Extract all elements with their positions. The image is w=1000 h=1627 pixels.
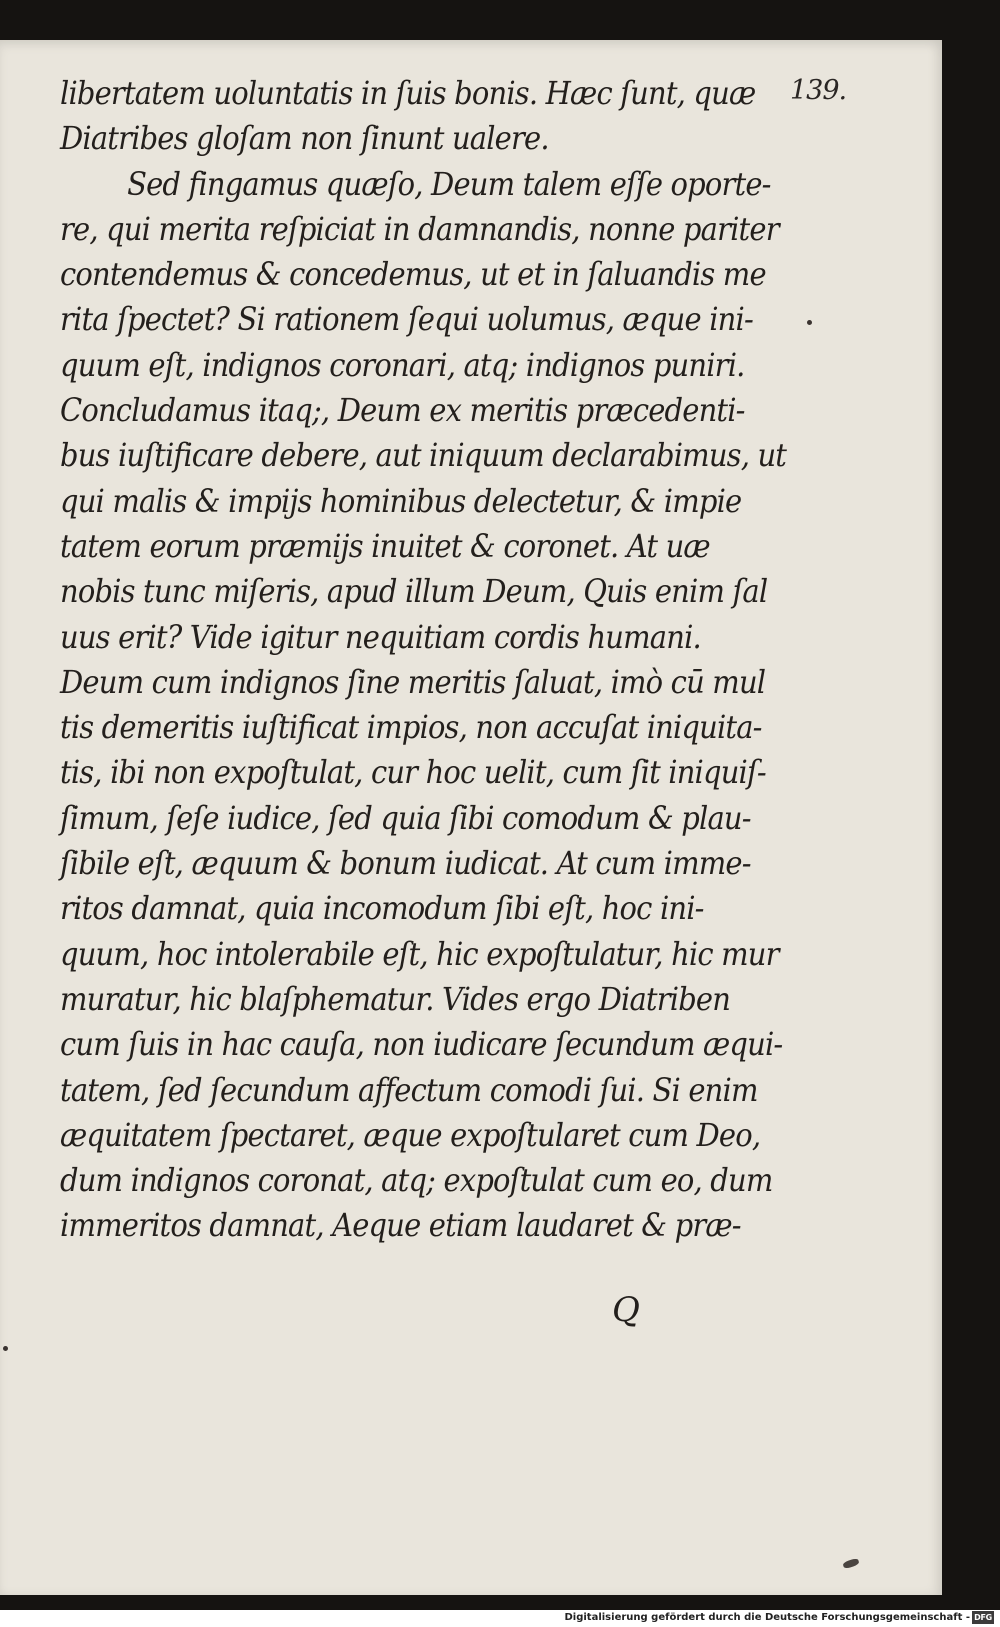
text-line: Concludamus itaq;, Deum ex meritis præcedenti- xyxy=(60,393,745,430)
text-line: qui malis & impijs hominibus delectetur, & impie xyxy=(60,483,742,520)
page-text-block xyxy=(60,72,787,1250)
text-line: quum, hoc intolerabile eſt, hic expoſtulatur, hic mur xyxy=(60,936,779,973)
text-line: æquitatem ſpectaret, æque expoſtularet cum Deo, xyxy=(60,1117,761,1154)
text-line: ritos damnat, quia incomodum ſibi eſt, hoc ini- xyxy=(60,891,704,928)
text-line: tatem, ſed ſecundum affectum comodi ſui. Si enim xyxy=(60,1072,758,1109)
text-line: Diatribes gloſam non ſinunt ualere. xyxy=(60,121,549,158)
catchword: Q xyxy=(612,1290,640,1330)
text-line: dum indignos coronat, atq; expoſtulat cum eo, dum xyxy=(60,1163,773,1200)
funding-credit: Digitalisierung gefördert durch die Deutsche Forschungsgemeinschaft - xyxy=(564,1612,970,1623)
text-line: cum ſuis in hac cauſa, non iudicare ſecundum æqui- xyxy=(60,1027,783,1064)
text-line: tis, ibi non expoſtulat, cur hoc uelit, cum ſit iniquiſ- xyxy=(60,755,766,792)
text-line: libertatem uoluntatis in ſuis bonis. Hæc ſunt, quæ xyxy=(60,76,756,112)
text-line: ſibile eſt, æquum & bonum iudicat. At cum imme- xyxy=(60,846,751,883)
text-line: uus erit? Vide igitur nequitiam cordis humani. xyxy=(60,619,701,656)
text-line: nobis tunc miſeris, apud illum Deum, Quis enim ſal xyxy=(60,574,768,611)
text-line: immeritos damnat, Aeque etiam laudaret & præ- xyxy=(60,1208,741,1245)
dfg-logo: DFG xyxy=(972,1611,994,1624)
ink-speck xyxy=(3,1346,8,1351)
ink-speck xyxy=(807,320,812,325)
text-line: quum eſt, indignos coronari, atq; indignos puniri. xyxy=(60,347,745,384)
text-line: rita ſpectet? Si rationem ſequi uolumus, æque ini- xyxy=(60,302,753,339)
text-line: muratur, hic blaſphematur. Vides ergo Diatriben xyxy=(60,981,731,1018)
text-line: contendemus & concedemus, ut et in ſaluandis me xyxy=(60,257,766,294)
text-line: Deum cum indignos ſine meritis ſaluat, imò cū mul xyxy=(60,664,766,701)
page-number: 139. xyxy=(790,75,847,106)
text-line: re, qui merita reſpiciat in damnandis, nonne pariter xyxy=(60,211,779,248)
text-line: tatem eorum præmijs inuitet & coronet. At uæ xyxy=(60,528,710,565)
text-line: bus iuſtificare debere, aut iniquum declarabimus, ut xyxy=(60,438,787,475)
text-line: ſimum, ſeſe iudice, ſed quia ſibi comodum & plau- xyxy=(60,800,751,837)
text-line: tis demeritis iuſtificat impios, non accuſat iniquita- xyxy=(60,710,762,747)
text-line: Sed fingamus quæſo, Deum talem eſſe oporte- xyxy=(60,166,771,203)
